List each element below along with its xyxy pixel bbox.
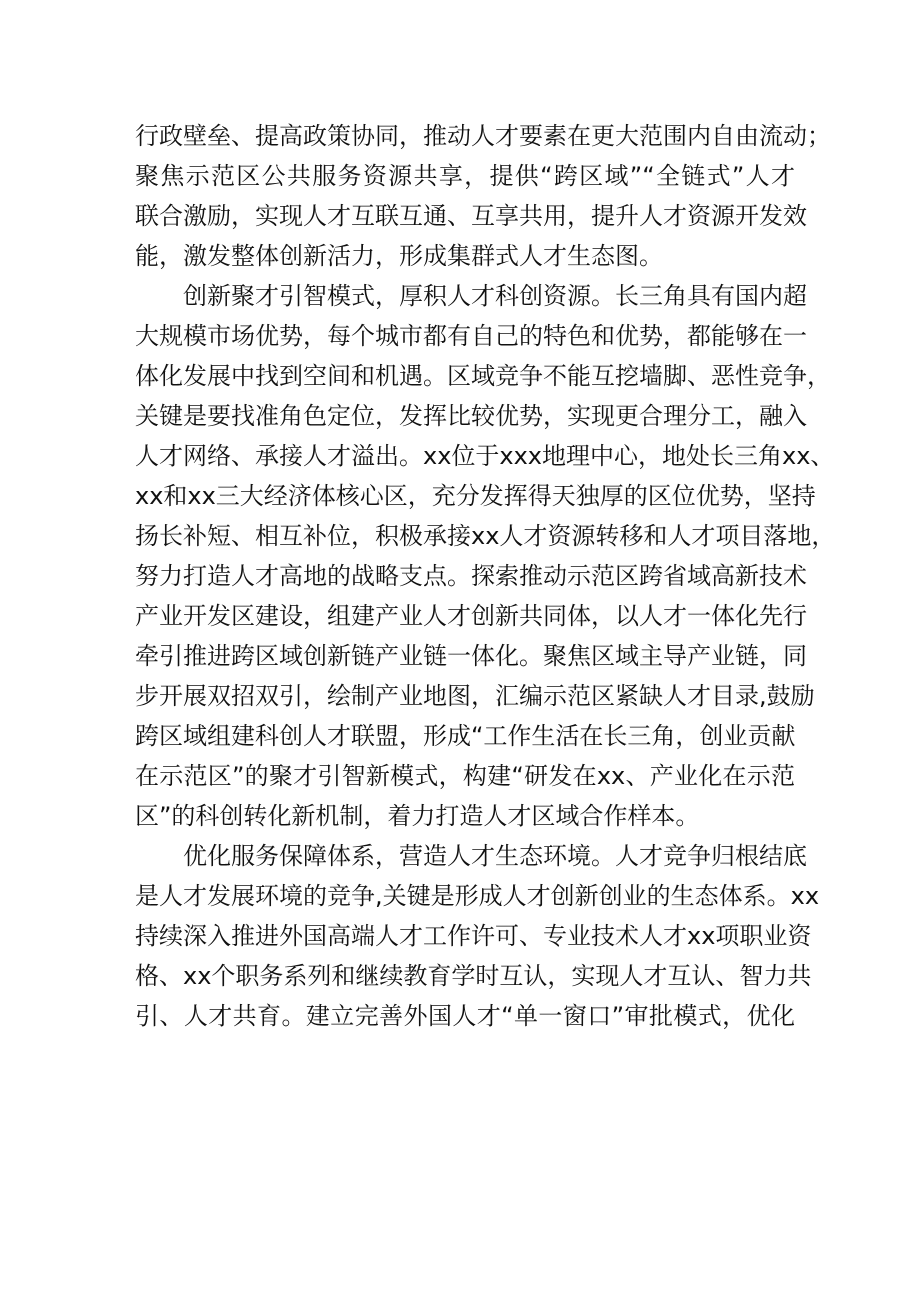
text-line: 引、人才共育。建立完善外国人才“单一窗口”审批模式，优化 bbox=[135, 1002, 795, 1030]
document-body bbox=[135, 116, 836, 1036]
text-line: 聚焦示范区公共服务资源共享，提供“跨区域”“全链式”人才 bbox=[135, 162, 795, 190]
text-line: 牵引推进跨区域创新链产业链一体化。聚焦区域主导产业链，同 bbox=[135, 642, 807, 670]
paragraph-first-line: 优化服务保障体系，营造人才生态环境。人才竞争归根结底 bbox=[183, 842, 807, 870]
paragraph-first-line: 创新聚才引智模式，厚积人才科创资源。长三角具有国内超 bbox=[183, 282, 807, 310]
text-line: 人才网络、承接人才溢出。xx位于xxx地理中心，地处长三角xx、 bbox=[135, 442, 835, 470]
text-line: 努力打造人才高地的战略支点。探索推动示范区跨省域高新技术 bbox=[135, 562, 807, 590]
text-line: 是人才发展环境的竞争,关键是形成人才创新创业的生态体系。xx bbox=[135, 882, 820, 910]
text-line: 在示范区”的聚才引智新模式，构建“研发在xx、产业化在示范 bbox=[135, 762, 795, 790]
text-line: 关键是要找准角色定位，发挥比较优势，实现更合理分工，融入 bbox=[135, 402, 807, 430]
text-line: 格、xx个职务系列和继续教育学时互认，实现人才互认、智力共 bbox=[135, 962, 812, 990]
text-line: 区”的科创转化新机制，着力打造人才区域合作样本。 bbox=[135, 802, 700, 830]
text-line: 步开展双招双引，绘制产业地图，汇编示范区紧缺人才目录,鼓励 bbox=[135, 682, 815, 710]
text-line: 持续深入推进外国高端人才工作许可、专业技术人才xx项职业资 bbox=[135, 922, 812, 950]
text-line: 体化发展中找到空间和机遇。区域竞争不能互挖墙脚、恶性竞争， bbox=[135, 362, 831, 390]
text-line: 扬长补短、相互补位，积极承接xx人才资源转移和人才项目落地， bbox=[135, 522, 836, 550]
text-line: 产业开发区建设，组建产业人才创新共同体，以人才一体化先行 bbox=[135, 602, 807, 630]
text-line: 联合激励，实现人才互联互通、互享共用，提升人才资源开发效 bbox=[135, 202, 807, 230]
text-line: 行政壁垒、提高政策协同，推动人才要素在更大范围内自由流动； bbox=[135, 122, 831, 150]
text-line: 能，激发整体创新活力，形成集群式人才生态图。 bbox=[135, 242, 663, 270]
text-line: xx和xx三大经济体核心区，充分发挥得天独厚的区位优势，坚持 bbox=[135, 482, 816, 510]
text-line: 大规模市场优势，每个城市都有自己的特色和优势，都能够在一 bbox=[135, 322, 807, 350]
text-line: 跨区域组建科创人才联盟，形成“工作生活在长三角，创业贡献 bbox=[135, 722, 796, 750]
